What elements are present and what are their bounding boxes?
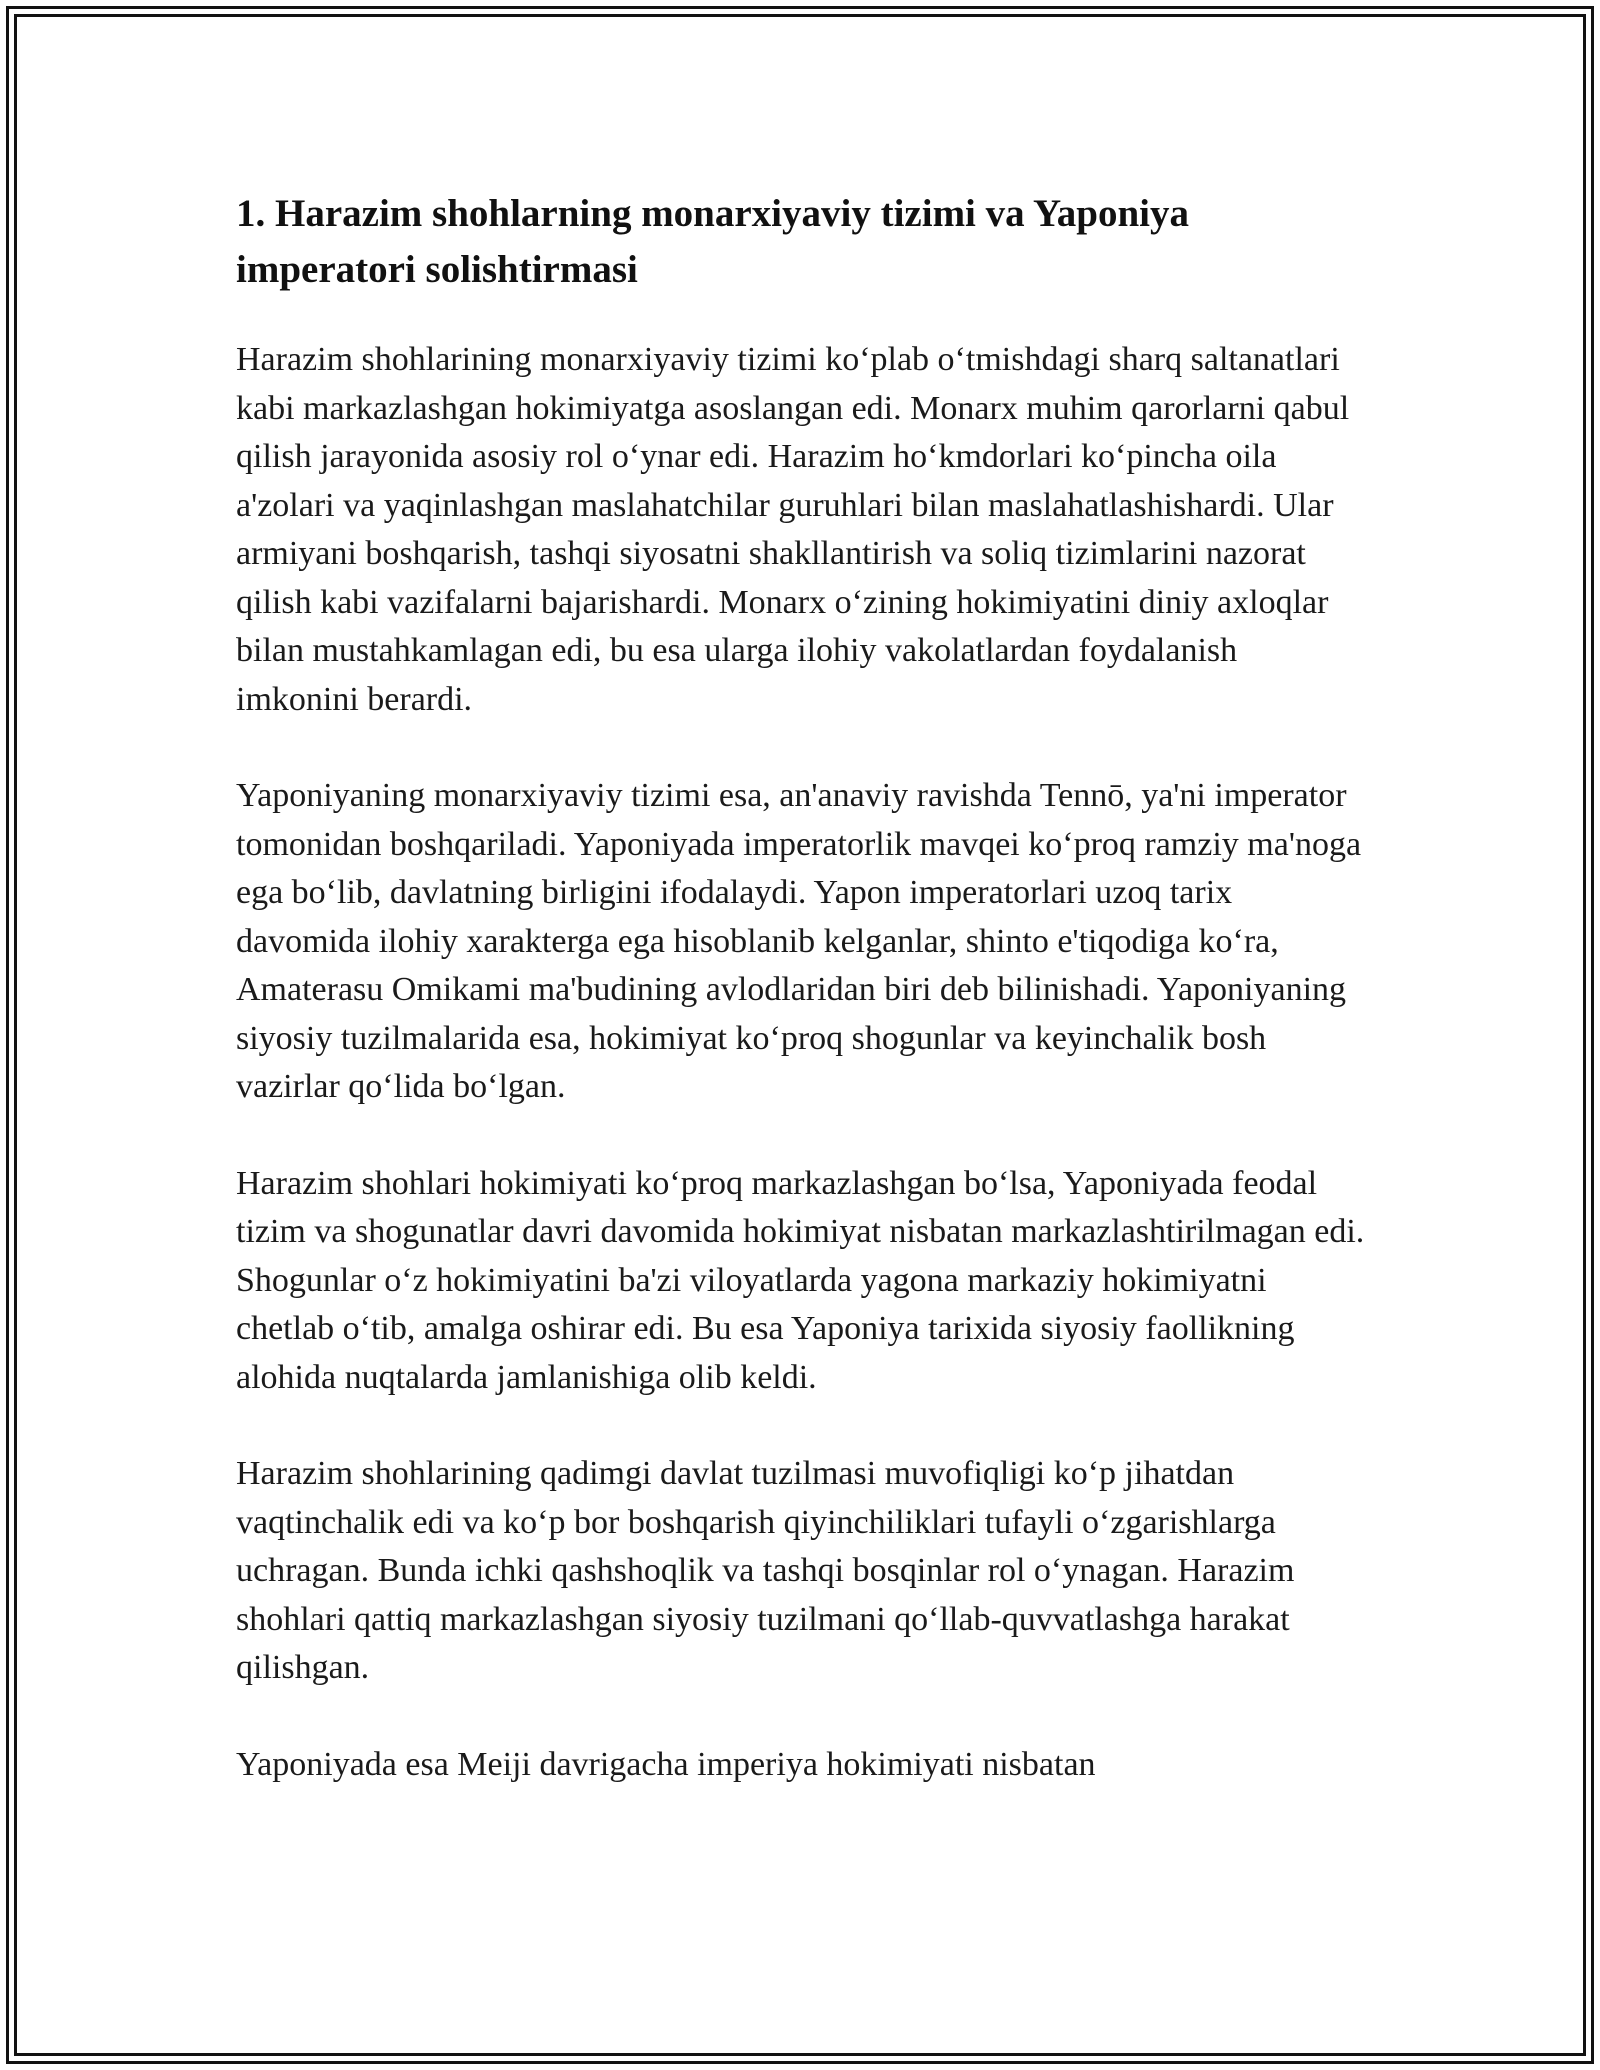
paragraph-4: Harazim shohlarining qadimgi davlat tuzilmasi muvofiqligi ko‘p jihatdan vaqtinchalik edi va ko‘p bor boshqarish qiyinchiliklari tufayli o‘zgarishlarga uchragan. Bunda ichki qashshoqlik va tashqi bosqinlar rol o‘ynagan. Harazim shohlari qattiq markazlashgan siyosiy tuzilmani qo‘llab-quvvatlashga harakat qilishgan. bbox=[236, 1455, 1295, 1686]
paragraph-5: Yaponiyada esa Meiji davrigacha imperiya hokimiyati nisbatan bbox=[236, 1745, 1096, 1783]
section-heading: 1. Harazim shohlarning monarxiyaviy tizimi va Yaponiya imperatori solishtirmasi bbox=[236, 192, 1190, 291]
document-body bbox=[236, 186, 1366, 1837]
paragraph-3: Harazim shohlari hokimiyati ko‘proq markazlashgan bo‘lsa, Yaponiyada feodal tizim va shogunatlar davri davomida hokimiyat nisbatan markazlashtirilmagan edi. Shogunlar o‘z hokimiyatini ba'zi viloyatlarda yagona markaziy hokimiyatni chetlab o‘tib, amalga oshirar edi. Bu esa Yaponiya tarixida siyosiy faollikning alohida nuqtalarda jamlanishiga olib keldi. bbox=[236, 1164, 1365, 1396]
paragraph-2: Yaponiyaning monarxiyaviy tizimi esa, an'anaviy ravishda Tennō, ya'ni imperator tomonidan boshqariladi. Yaponiyada imperatorlik mavqei ko‘proq ramziy ma'noga ega bo‘lib, davlatning birligini ifodalaydi. Yapon imperatorlari uzoq tarix davomida ilohiy xarakterga ega hisoblanib kelganlar, shinto e'tiqodiga ko‘ra, Amaterasu Omikami ma'budining avlodlaridan biri deb bilinishadi. Yaponiyaning siyosiy tuzilmalarida esa, hokimiyat ko‘proq shogunlar va keyinchalik bosh vazirlar qo‘lida bo‘lgan. bbox=[236, 777, 1362, 1105]
paragraph-1: Harazim shohlarining monarxiyaviy tizimi ko‘plab o‘tmishdagi sharq saltanatlari kabi markazlashgan hokimiyatga asoslangan edi. Monarx muhim qarorlarni qabul qilish jarayonida asosiy rol o‘ynar edi. Harazim ho‘kmdorlari ko‘pincha oila a'zolari va yaqinlashgan maslahatchilar guruhlari bilan maslahatlashishardi. Ular armiyani boshqarish, tashqi siyosatni shakllantirish va soliq tizimlarini nazorat qilish kabi vazifalarni bajarishardi. Monarx o‘zining hokimiyatini diniy axloqlar bilan mustahkamlagan edi, bu esa ularga ilohiy vakolatlardan foydalanish imkonini berardi. bbox=[236, 341, 1350, 718]
